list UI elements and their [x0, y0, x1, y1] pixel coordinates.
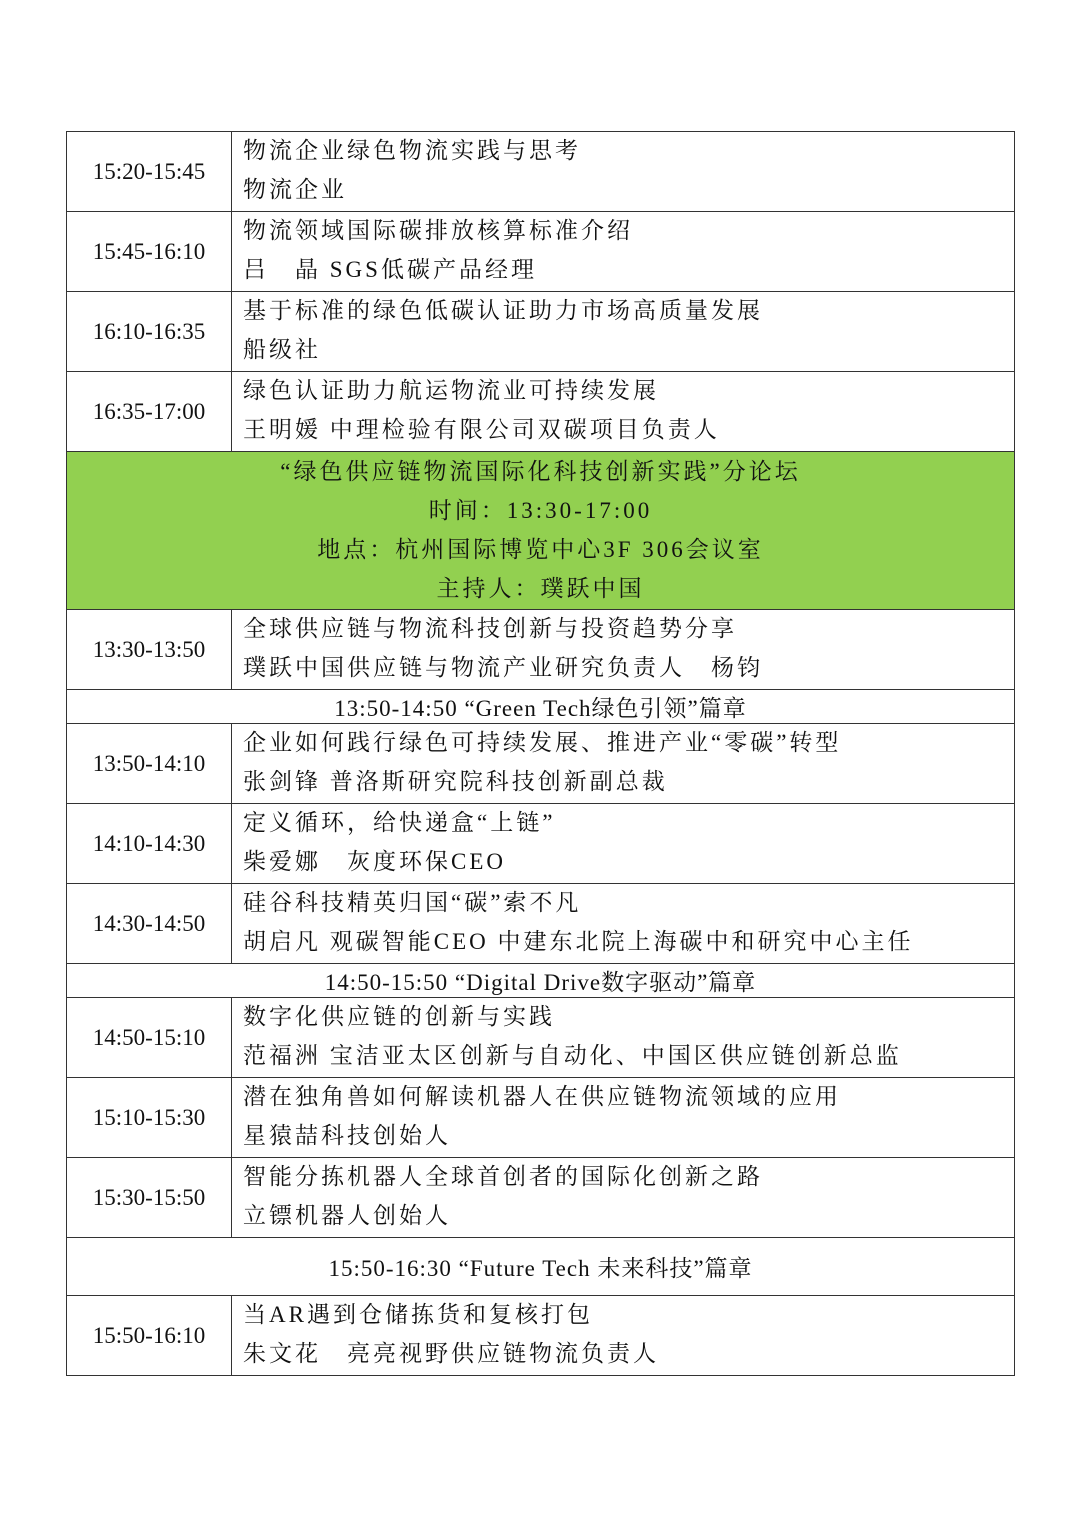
session-content — [232, 998, 1015, 1078]
session-content — [232, 1158, 1015, 1238]
session-content — [232, 724, 1015, 804]
session-speaker: 胡启凡 观碳智能CEO 中建东北院上海碳中和研究中心主任 — [243, 928, 914, 954]
chapter-heading: 15:50-16:30 “Future Tech 未来科技”篇章 — [67, 1238, 1015, 1296]
session-row — [67, 1078, 1015, 1158]
session-time: 15:50-16:10 — [67, 1296, 232, 1376]
session-time: 15:45-16:10 — [67, 212, 232, 292]
session-row — [67, 132, 1015, 212]
forum-header — [67, 452, 1015, 610]
session-row — [67, 610, 1015, 690]
chapter-heading-row — [67, 964, 1015, 998]
session-time: 13:30-13:50 — [67, 610, 232, 690]
session-time: 13:50-14:10 — [67, 724, 232, 804]
session-topic: 全球供应链与物流科技创新与投资趋势分享 — [243, 615, 737, 641]
session-content — [232, 212, 1015, 292]
chapter-heading: 13:50-14:50 “Green Tech绿色引领”篇章 — [67, 690, 1015, 724]
session-speaker: 船级社 — [243, 336, 321, 362]
session-topic: 定义循环，给快递盒“上链” — [243, 809, 556, 835]
session-content — [232, 804, 1015, 884]
session-content — [232, 610, 1015, 690]
session-speaker: 物流企业 — [243, 176, 347, 202]
session-row — [67, 804, 1015, 884]
forum-time: 时间：13:30-17:00 — [428, 497, 653, 523]
session-row — [67, 1158, 1015, 1238]
session-content — [232, 132, 1015, 212]
forum-header-row — [67, 452, 1015, 610]
session-time: 16:35-17:00 — [67, 372, 232, 452]
session-topic: 智能分拣机器人全球首创者的国际化创新之路 — [243, 1163, 763, 1189]
forum-location: 地点：杭州国际博览中心3F 306会议室 — [317, 536, 764, 562]
session-speaker: 星猿喆科技创始人 — [243, 1122, 451, 1148]
session-speaker: 范福洲 宝洁亚太区创新与自动化、中国区供应链创新总监 — [243, 1042, 902, 1068]
session-time: 15:30-15:50 — [67, 1158, 232, 1238]
session-topic: 潜在独角兽如何解读机器人在供应链物流领域的应用 — [243, 1083, 841, 1109]
session-content — [232, 1078, 1015, 1158]
session-time: 15:20-15:45 — [67, 132, 232, 212]
session-topic: 绿色认证助力航运物流业可持续发展 — [243, 377, 659, 403]
forum-host: 主持人：璞跃中国 — [436, 575, 645, 601]
chapter-heading-row — [67, 1238, 1015, 1296]
session-speaker: 璞跃中国供应链与物流产业研究负责人 杨钧 — [243, 654, 763, 680]
session-topic: 数字化供应链的创新与实践 — [243, 1003, 555, 1029]
session-time: 15:10-15:30 — [67, 1078, 232, 1158]
session-speaker: 柴爱娜 灰度环保CEO — [243, 848, 506, 874]
session-row — [67, 292, 1015, 372]
session-time: 14:30-14:50 — [67, 884, 232, 964]
session-time: 16:10-16:35 — [67, 292, 232, 372]
session-row — [67, 998, 1015, 1078]
session-content — [232, 884, 1015, 964]
session-speaker: 朱文花 亮亮视野供应链物流负责人 — [243, 1340, 659, 1366]
session-time: 14:10-14:30 — [67, 804, 232, 884]
forum-title: “绿色供应链物流国际化科技创新实践”分论坛 — [280, 458, 801, 484]
session-row — [67, 724, 1015, 804]
session-content — [232, 372, 1015, 452]
session-topic: 企业如何践行绿色可持续发展、推进产业“零碳”转型 — [243, 729, 842, 755]
session-row — [67, 212, 1015, 292]
session-content — [232, 292, 1015, 372]
session-topic: 物流企业绿色物流实践与思考 — [243, 137, 581, 163]
session-content — [232, 1296, 1015, 1376]
agenda-body — [67, 132, 1015, 1376]
session-speaker: 张剑锋 普洛斯研究院科技创新副总裁 — [243, 768, 668, 794]
session-speaker: 吕 晶 SGS低碳产品经理 — [243, 256, 537, 282]
chapter-heading: 14:50-15:50 “Digital Drive数字驱动”篇章 — [67, 964, 1015, 998]
session-time: 14:50-15:10 — [67, 998, 232, 1078]
session-row — [67, 1296, 1015, 1376]
session-row — [67, 884, 1015, 964]
session-speaker: 王明媛 中理检验有限公司双碳项目负责人 — [243, 416, 720, 442]
agenda-table — [66, 131, 1015, 1376]
session-topic: 当AR遇到仓储拣货和复核打包 — [243, 1301, 593, 1327]
session-speaker: 立镖机器人创始人 — [243, 1202, 451, 1228]
chapter-heading-row — [67, 690, 1015, 724]
session-row — [67, 372, 1015, 452]
session-topic: 物流领域国际碳排放核算标准介绍 — [243, 217, 633, 243]
session-topic: 硅谷科技精英归国“碳”索不凡 — [243, 889, 582, 915]
session-topic: 基于标准的绿色低碳认证助力市场高质量发展 — [243, 297, 763, 323]
